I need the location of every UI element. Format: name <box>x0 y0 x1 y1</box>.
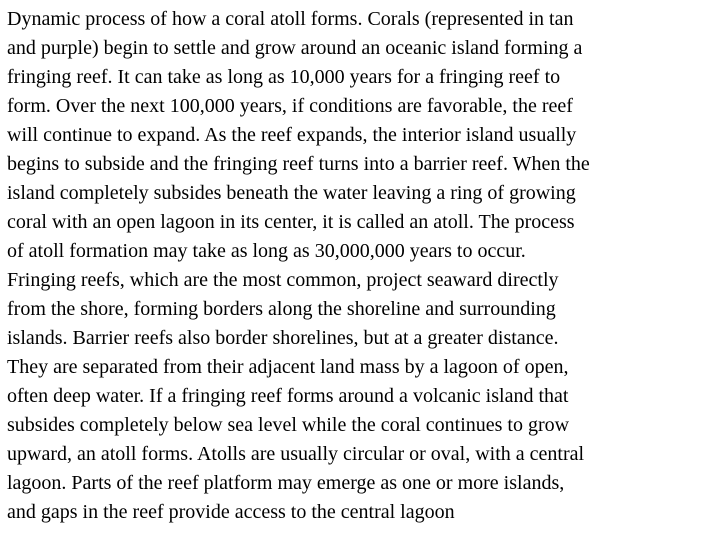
text-line: lagoon. Parts of the reef platform may emerge as one or more islands, <box>7 472 565 494</box>
text-line: islands. Barrier reefs also border shorelines, but at a greater distance. <box>7 327 559 349</box>
text-line: island completely subsides beneath the water leaving a ring of growing <box>7 182 576 204</box>
text-line: upward, an atoll forms. Atolls are usually circular or oval, with a central <box>7 443 585 465</box>
text-line: often deep water. If a fringing reef forms around a volcanic island that <box>7 385 569 407</box>
text-line: begins to subside and the fringing reef turns into a barrier reef. When the <box>7 153 590 175</box>
text-line: coral with an open lagoon in its center, it is called an atoll. The process <box>7 211 575 233</box>
text-line: They are separated from their adjacent land mass by a lagoon of open, <box>7 356 569 378</box>
text-line: Fringing reefs, which are the most common, project seaward directly <box>7 269 559 291</box>
text-line: fringing reef. It can take as long as 10,000 years for a fringing reef to <box>7 66 561 88</box>
text-line: from the shore, forming borders along the shoreline and surrounding <box>7 298 556 320</box>
text-line: and purple) begin to settle and grow around an oceanic island forming a <box>7 37 583 59</box>
text-line: subsides completely below sea level while the coral continues to grow <box>7 414 570 436</box>
text-line: will continue to expand. As the reef expands, the interior island usually <box>7 124 577 146</box>
text-line: Dynamic process of how a coral atoll forms. Corals (represented in tan <box>7 8 574 30</box>
text-line: form. Over the next 100,000 years, if conditions are favorable, the reef <box>7 95 573 117</box>
text-line: of atoll formation may take as long as 30,000,000 years to occur. <box>7 240 526 262</box>
text-line: and gaps in the reef provide access to the central lagoon <box>7 501 455 523</box>
body-text <box>7 5 713 527</box>
